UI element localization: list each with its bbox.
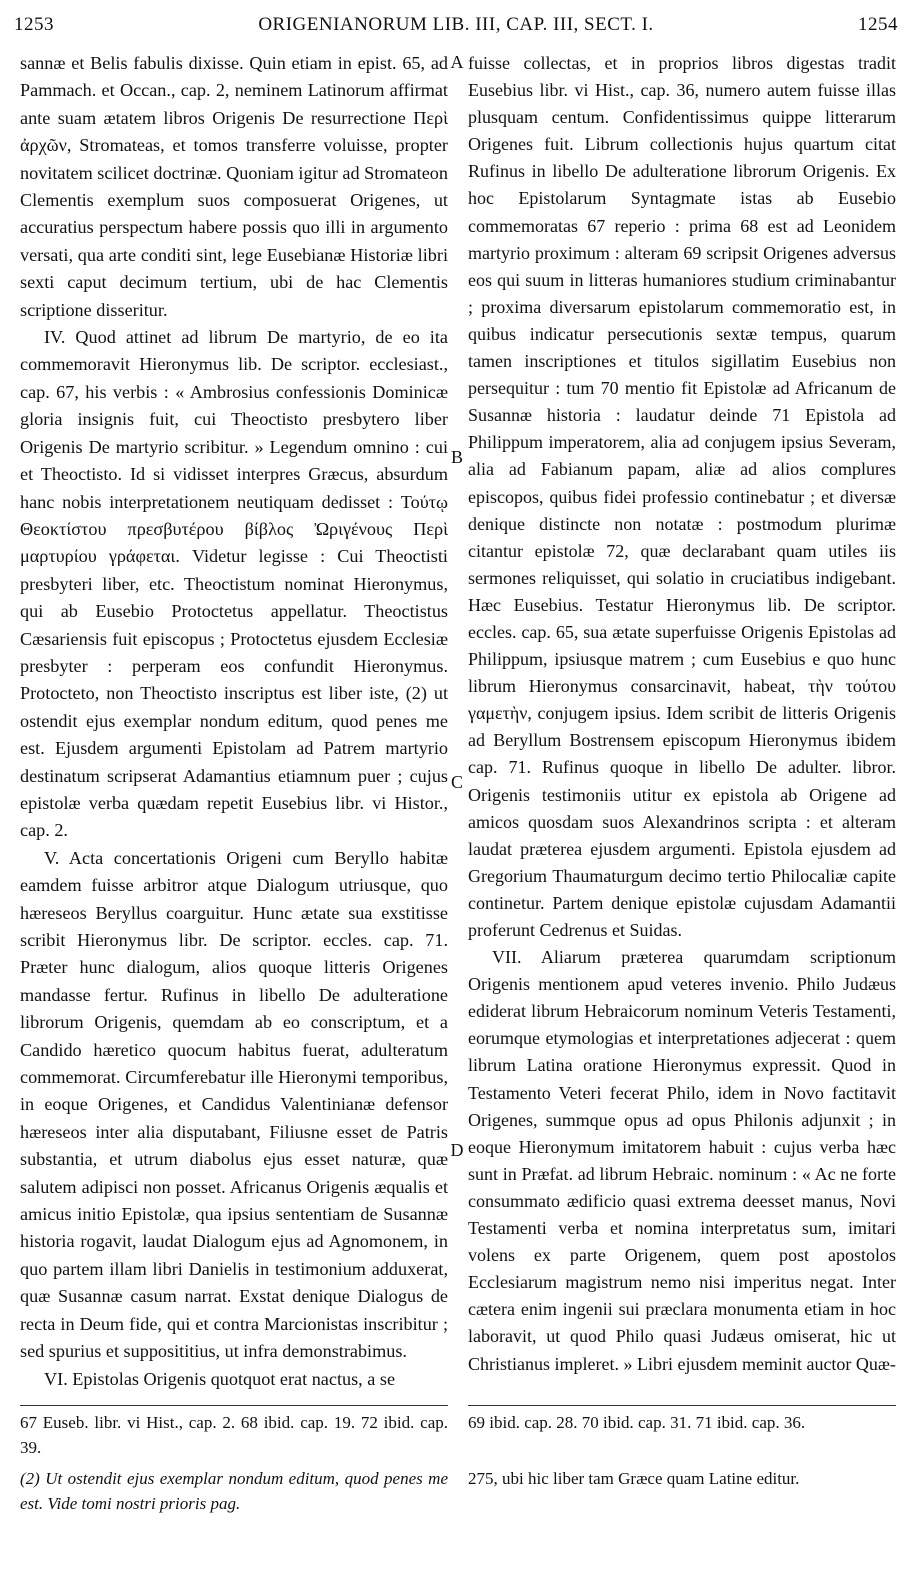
paragraph: V. Acta concertationis Origeni cum Beryllo habitæ eamdem fuisse arbitror atque Dialogum utriusque, quo hæreseos Beryllus coarguitur. Hunc ætate sua exstitisse scribit Hieronymus libr. De scriptor. eccles. cap. 71. Præter hunc dialogum, alios quoque litteris Origenes mandasse fertur. Rufinus in libello De adulteratione librorum Origenis, quemdam ab eo conscriptum, et a Candido hæretico quocum habitus fuerat, adulteratum commemorat. Circumferebatur ille Hieronymi temporibus, in eoque Origenes, et Candidus Valentinianæ defensor hæreseos inter alia disputabant, Filiusne esset de Patris substantia, et utrum diabolus ejus esset naturæ, quæ salutem adipisci non posset. Africanus Origenis æqualis et amicus initio Epistolæ, qua ipsius sententiam de Susannæ historia rogavit, laudat Dialogum ejus ad Agnomonem, in quo partem illam libri Danielis in testimonium adduxerat, quæ Susannæ casum narrat. Exstat denique Dialogus de recta in Deum fide, qui et contra Marcionistas inscribitur ; sed spurius et supposititius, ut infra demonstrabimus.: [20, 847, 448, 1362]
paragraph: VI. Epistolas Origenis quotquot erat nactus, a se: [44, 1368, 396, 1389]
paragraph: fuisse collectas, et in proprios libros digestas tradit Eusebius libr. vi Hist., cap. 36, numero autem fuisse illas plusquam centum. Confidentissimus quippe litterarum Origenes fuit. Librum collectionis hujus quartum citat Rufinus in libello De adulteratione librorum Origenis. Ex hoc Epistolarum Syntagmate istas ab Eusebio commemoratas 67 reperio : prima 68 est ad Leonidem martyrio proximum : alteram 69 scripsit Origenes adversus eos qui suum in litteras humaniores studium criminabantur ; proxima diversarum epistolarum commemoratio est, in quibus indicatur persecutionis sextæ tempus, quarum tamen inscriptiones et titulos sigillatim Eusebius non persequitur : tum 70 mentio fit Epistolæ ad Africanum de Susannæ historia : laudatur deinde 71 Epistola ad Philippum imperatorem, alia ad conjugem ipsius Severam, alia ad Fabianum papam, aliæ ad alios complures episcopos, quibus fidei professio continebatur ; et diversæ denique distincte non notatæ : postmodum plurimæ citantur epistolæ 72, quæ declarabant quam utiles iis sermones reliquisset, qui solatio in cruciatibus indigebant. Hæc Eusebius. Testatur Hieronymus lib. De scriptor. eccles. cap. 65, sua ætate superfuisse Origenis Epistolas ad Philippum, ipsiusque matrem ; cum Eusebius e quo hunc librum Hieronymus consarcinavit, habeat, τὴν τούτου γαμετὴν, conjugem ipsius. Idem scribit de litteris Origenis ad Beryllum Bostrensem episcopum Hieronymus ibidem cap. 71. Rufinus quoque in libello De adulter. libror. Origenis testimoniis utitur ex epistola ab Origene ad amicos quosdam suos Alexandrinos scripta : et alteram laudat præterea ejusdem argumenti. Epistola ejusdem ad Gregorium Thaumaturgum decimo tertio Philocaliæ capite continetur. Partem denique epistolæ cujusdam Adamantii proferunt Cedrenus et Suidas.: [468, 53, 896, 940]
paragraph: IV. Quod attinet ad librum De martyrio, de eo ita commemoravit Hieronymus lib. De scriptor. ecclesiast., cap. 67, his verbis : « Ambrosius confessionis Dominicæ gloria insignis fuit, cui Theoctisto presbytero liber Origenis De martyrio scribitur. » Legendum omnino : cui et Theoctisto. Id si vidisset interpres Græcus, absurdum hanc nobis interpretationem neutiquam dedisset : Τούτῳ Θεοκτίστου πρεσβυτέρου βίβλος Ὠριγένους Περὶ μαρτυρίου γράφεται. Videtur legisse : Cui Theoctisti presbyteri liber, etc. Theoctistum nominat Hieronymus, qui ab Eusebio Protoctetus appellatur. Theoctistus Cæsariensis fuit episcopus ; Protoctetus ejusdem Ecclesiæ presbyter : perperam eos confundit Hieronymus. Protocteto, non Theoctisto inscriptus est liber iste, (2) ut ostendit ejus exemplar nondum editum, quod penes me est. Ejusdem argumenti Epistolam ad Patrem martyrio destinatum scripserat Adamantius etiamnum puer ; cujus epistolæ verba quædam repetit Eusebius libr. vi Histor., cap. 2.: [20, 327, 448, 841]
margin-letter-a: A: [450, 52, 464, 72]
paragraph: VII. Aliarum præterea quarumdam scriptionum Origenis mentionem apud veteres invenio. Philo Judæus ediderat librum Hebraicorum nominum Veteris Testamenti, eorumque etymologias et interpretationes adjecerat : quem librum Latina oratione Hieronymus expressit. Quod in Testamento Veteri fecerat Philo, idem in Novo factitavit Origenes, summque opus ad opus Philonis adjunxit ; in eoque Hieronymum imitatorem habuit : cujus verba hæc sunt in Præfat. ad librum Hebraic. nominum : « Ac ne forte consummato ædificio quasi extrema deesset manus, Novi Testamenti verba et nomina interpretatus sum, imitari volens ex parte Origenem, quem post apostolos Ecclesiarum magistrum nemo nisi imperitus negat. Inter cætera enim ingenii sui præclara monumenta etiam in hoc laboravit, ut quod Philo quasi Judæus omiserat, hic ut Christianus impleret. » Libri ejusdem meminit auctor Quæ-: [468, 947, 896, 1374]
footnote-lettered-right: 275, ubi hic liber tam Græce quam Latine editur.: [468, 1469, 800, 1488]
running-header: [14, 14, 898, 42]
footnote-rule-right: [468, 1405, 896, 1406]
paragraph: sannæ et Belis fabulis dixisse. Quin etiam in epist. 65, ad Pammach. et Occan., cap. 2, neminem Latinorum affirmat ante suam ætatem libros Origenis De resurrectione Περὶ ἀρχῶν, Stromateas, et tomos transferre voluisse, propter novitatem scilicet doctrinæ. Quoniam igitur ad Stromateon Clementis exemplum suos composuerat Origenes, ut accuratius perspectum habere possis quo illi in argumento versati, qua arte conditi sint, lege Eusebianæ Historiæ libri sexti caput decimum tertium, ubi de hac Clementis scriptione disseritur.: [20, 53, 448, 320]
margin-letter-d: D: [450, 1140, 464, 1160]
page-number-right: 1254: [858, 14, 898, 35]
footnote-numbered-left: 67 Euseb. libr. vi Hist., cap. 2. 68 ibid. cap. 19. 72 ibid. cap. 39.: [20, 1413, 448, 1457]
footnote-lettered-left: (2) Ut ostendit ejus exemplar nondum editum, quod penes me est. Vide tomi nostri prioris pag.: [20, 1469, 448, 1513]
margin-letter-c: C: [450, 772, 463, 792]
footnote-rule-left: [20, 1405, 448, 1406]
page-number-left: 1253: [14, 14, 54, 35]
left-column: [20, 50, 448, 1393]
margin-letter-b: B: [450, 447, 463, 467]
right-column: [468, 50, 896, 1378]
running-title: ORIGENIANORUM LIB. III, CAP. III, SECT. I.: [258, 14, 654, 35]
footnote-numbered-right: 69 ibid. cap. 28. 70 ibid. cap. 31. 71 ibid. cap. 36.: [468, 1413, 806, 1432]
